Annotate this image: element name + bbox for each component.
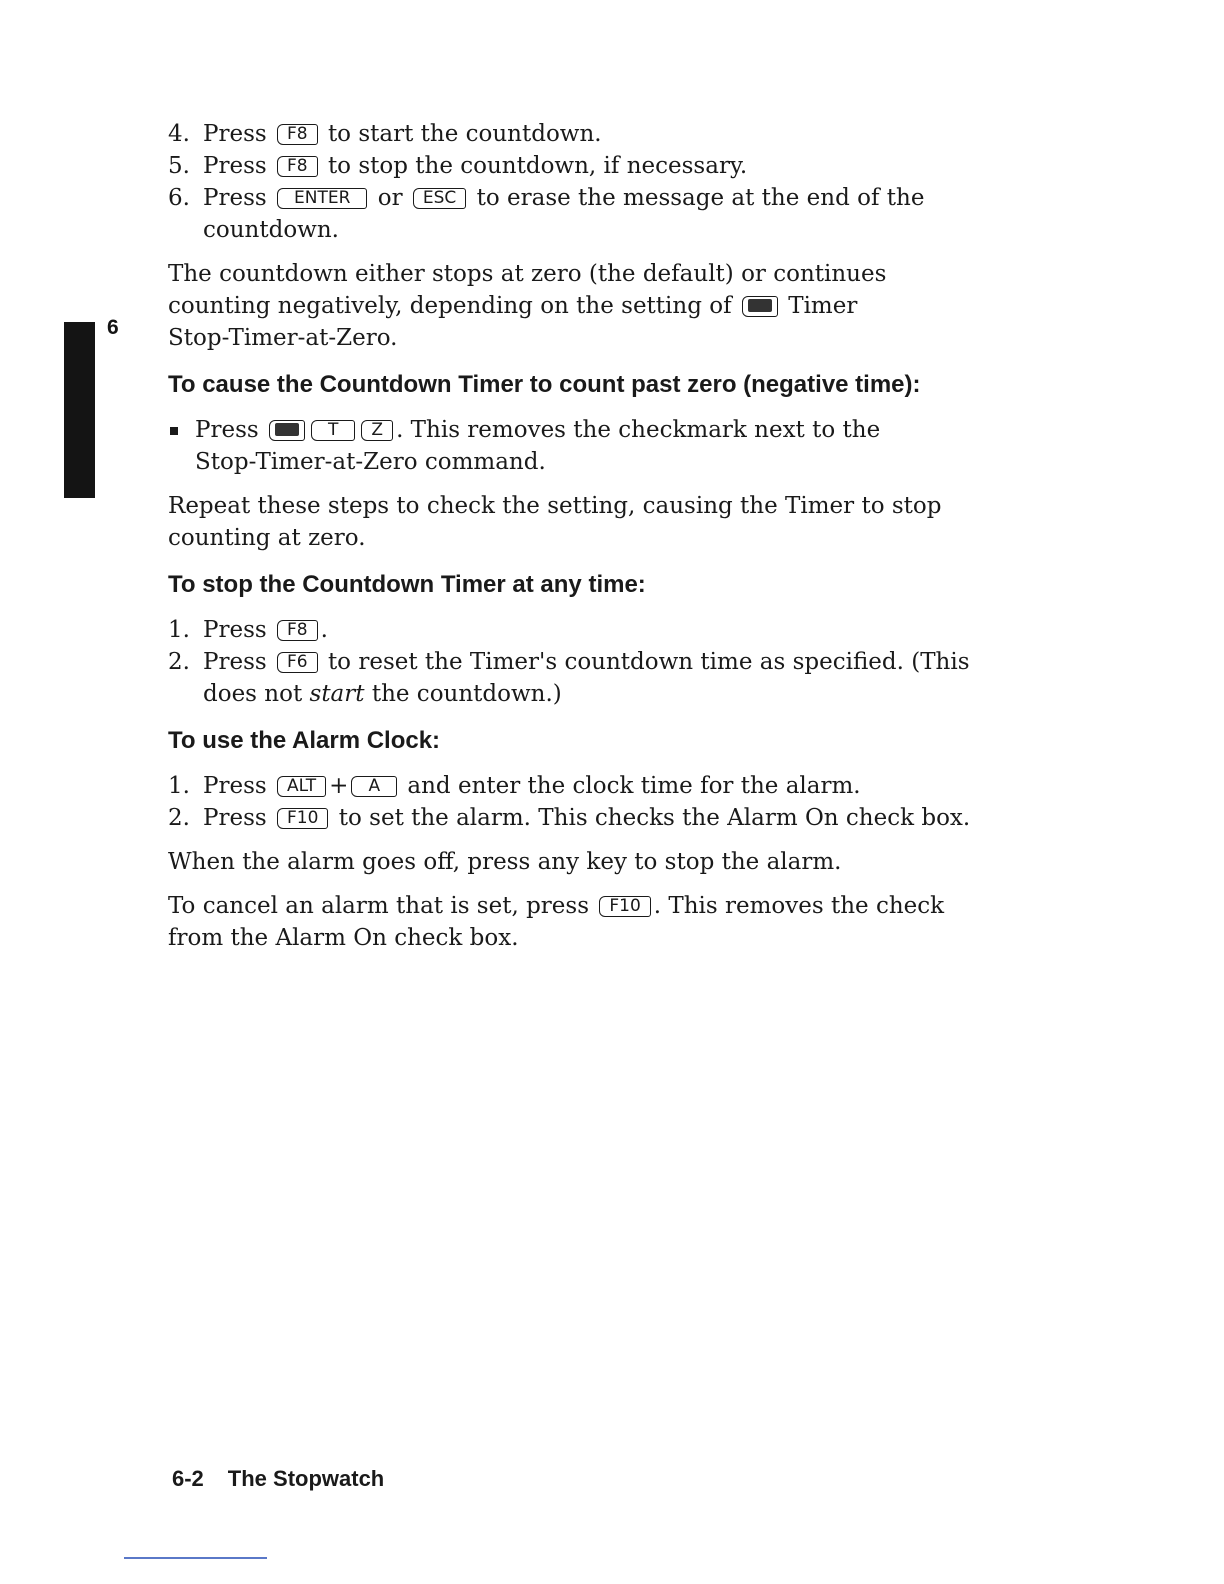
step-text-post: to set the alarm. This checks the Alarm On check box. xyxy=(338,805,971,831)
step-number: 6. xyxy=(168,185,190,211)
step-4 xyxy=(168,118,1008,150)
key-a: A xyxy=(351,776,397,797)
step-6 xyxy=(168,182,1008,246)
step-number: 2. xyxy=(168,649,190,675)
para-line: Repeat these steps to check the setting, causing the Timer to stop xyxy=(168,493,942,519)
key-alt: ALT xyxy=(277,776,326,797)
step-number: 1. xyxy=(168,617,190,643)
bottom-rule xyxy=(124,1557,267,1559)
steps-list-top xyxy=(168,118,1008,246)
para-line: Timer xyxy=(788,293,858,319)
step-number: 5. xyxy=(168,153,190,179)
bullet-square xyxy=(170,427,178,435)
plus-sign: + xyxy=(329,773,349,799)
step-text-post: . xyxy=(320,617,328,643)
page-content xyxy=(168,118,1008,954)
para-line: Stop-Timer-at-Zero. xyxy=(168,325,398,351)
bullet-list xyxy=(168,414,1008,478)
para-text-pre: To cancel an alarm that is set, press xyxy=(168,893,590,919)
bullet-item xyxy=(168,414,1008,478)
para-line: counting negatively, depending on the setting of xyxy=(168,293,732,319)
key-f8: F8 xyxy=(277,156,318,177)
key-z: Z xyxy=(361,420,393,441)
step-text-post: and enter the clock time for the alarm. xyxy=(407,773,861,799)
step-2 xyxy=(168,802,1008,834)
step-number: 2. xyxy=(168,805,190,831)
key-esc: ESC xyxy=(413,188,466,209)
step-text-continuation: does not xyxy=(203,681,303,707)
para-text-post: . This removes the check xyxy=(653,893,945,919)
step-text-pre: Press xyxy=(203,805,267,831)
step-number: 4. xyxy=(168,121,190,147)
key-f8: F8 xyxy=(277,620,318,641)
step-text-pre: Press xyxy=(203,121,267,147)
step-1 xyxy=(168,614,1008,646)
step-text-or: or xyxy=(377,185,403,211)
footer-title: The Stopwatch xyxy=(227,1466,385,1491)
cancel-alarm-paragraph xyxy=(168,890,1008,954)
footer-page-number: 6-2 xyxy=(172,1466,204,1491)
heading-stop-timer: To stop the Countdown Timer at any time: xyxy=(168,571,646,598)
step-text-pre: Press xyxy=(203,649,267,675)
bullet-text-post: . This removes the checkmark next to the xyxy=(396,417,881,443)
key-enter: ENTER xyxy=(277,188,367,209)
page-footer xyxy=(172,1466,384,1492)
step-text-post: to erase the message at the end of the xyxy=(476,185,925,211)
step-text-pre: Press xyxy=(203,153,267,179)
heading-count-past-zero: To cause the Countdown Timer to count past zero (negative time): xyxy=(168,371,921,398)
key-f10: F10 xyxy=(599,896,650,917)
step-text-post: to stop the countdown, if necessary. xyxy=(327,153,748,179)
step-text-emphasis: start xyxy=(309,681,365,707)
bullet-text-continuation: Stop-Timer-at-Zero command. xyxy=(195,449,546,475)
step-text-continuation: the countdown.) xyxy=(371,681,562,707)
key-t: T xyxy=(311,420,355,441)
countdown-paragraph xyxy=(168,258,1008,354)
chapter-tab-bar xyxy=(64,322,95,498)
chapter-tab-number: 6 xyxy=(107,316,119,339)
step-text-post: to reset the Timer's countdown time as specified. (This xyxy=(327,649,970,675)
steps-list-stop xyxy=(168,614,1008,710)
step-number: 1. xyxy=(168,773,190,799)
step-text-continuation: countdown. xyxy=(203,217,339,243)
step-text-post: to start the countdown. xyxy=(327,121,602,147)
step-text-pre: Press xyxy=(203,773,267,799)
para-line: from the Alarm On check box. xyxy=(168,925,519,951)
step-5 xyxy=(168,150,1008,182)
step-2 xyxy=(168,646,1008,710)
para-line: counting at zero. xyxy=(168,525,366,551)
para-line: The countdown either stops at zero (the default) or continues xyxy=(168,261,887,287)
bullet-text-pre: Press xyxy=(195,417,259,443)
step-1 xyxy=(168,770,1008,802)
alarm-off-paragraph: When the alarm goes off, press any key to stop the alarm. xyxy=(168,849,842,875)
repeat-paragraph xyxy=(168,490,1008,554)
step-text-pre: Press xyxy=(203,617,267,643)
step-text-pre: Press xyxy=(203,185,267,211)
steps-list-alarm xyxy=(168,770,1008,834)
key-f10: F10 xyxy=(277,808,328,829)
key-f6: F6 xyxy=(277,652,318,673)
heading-alarm-clock: To use the Alarm Clock: xyxy=(168,727,441,754)
menu-key-icon xyxy=(742,296,778,317)
menu-key-icon xyxy=(269,420,305,441)
key-f8: F8 xyxy=(277,124,318,145)
